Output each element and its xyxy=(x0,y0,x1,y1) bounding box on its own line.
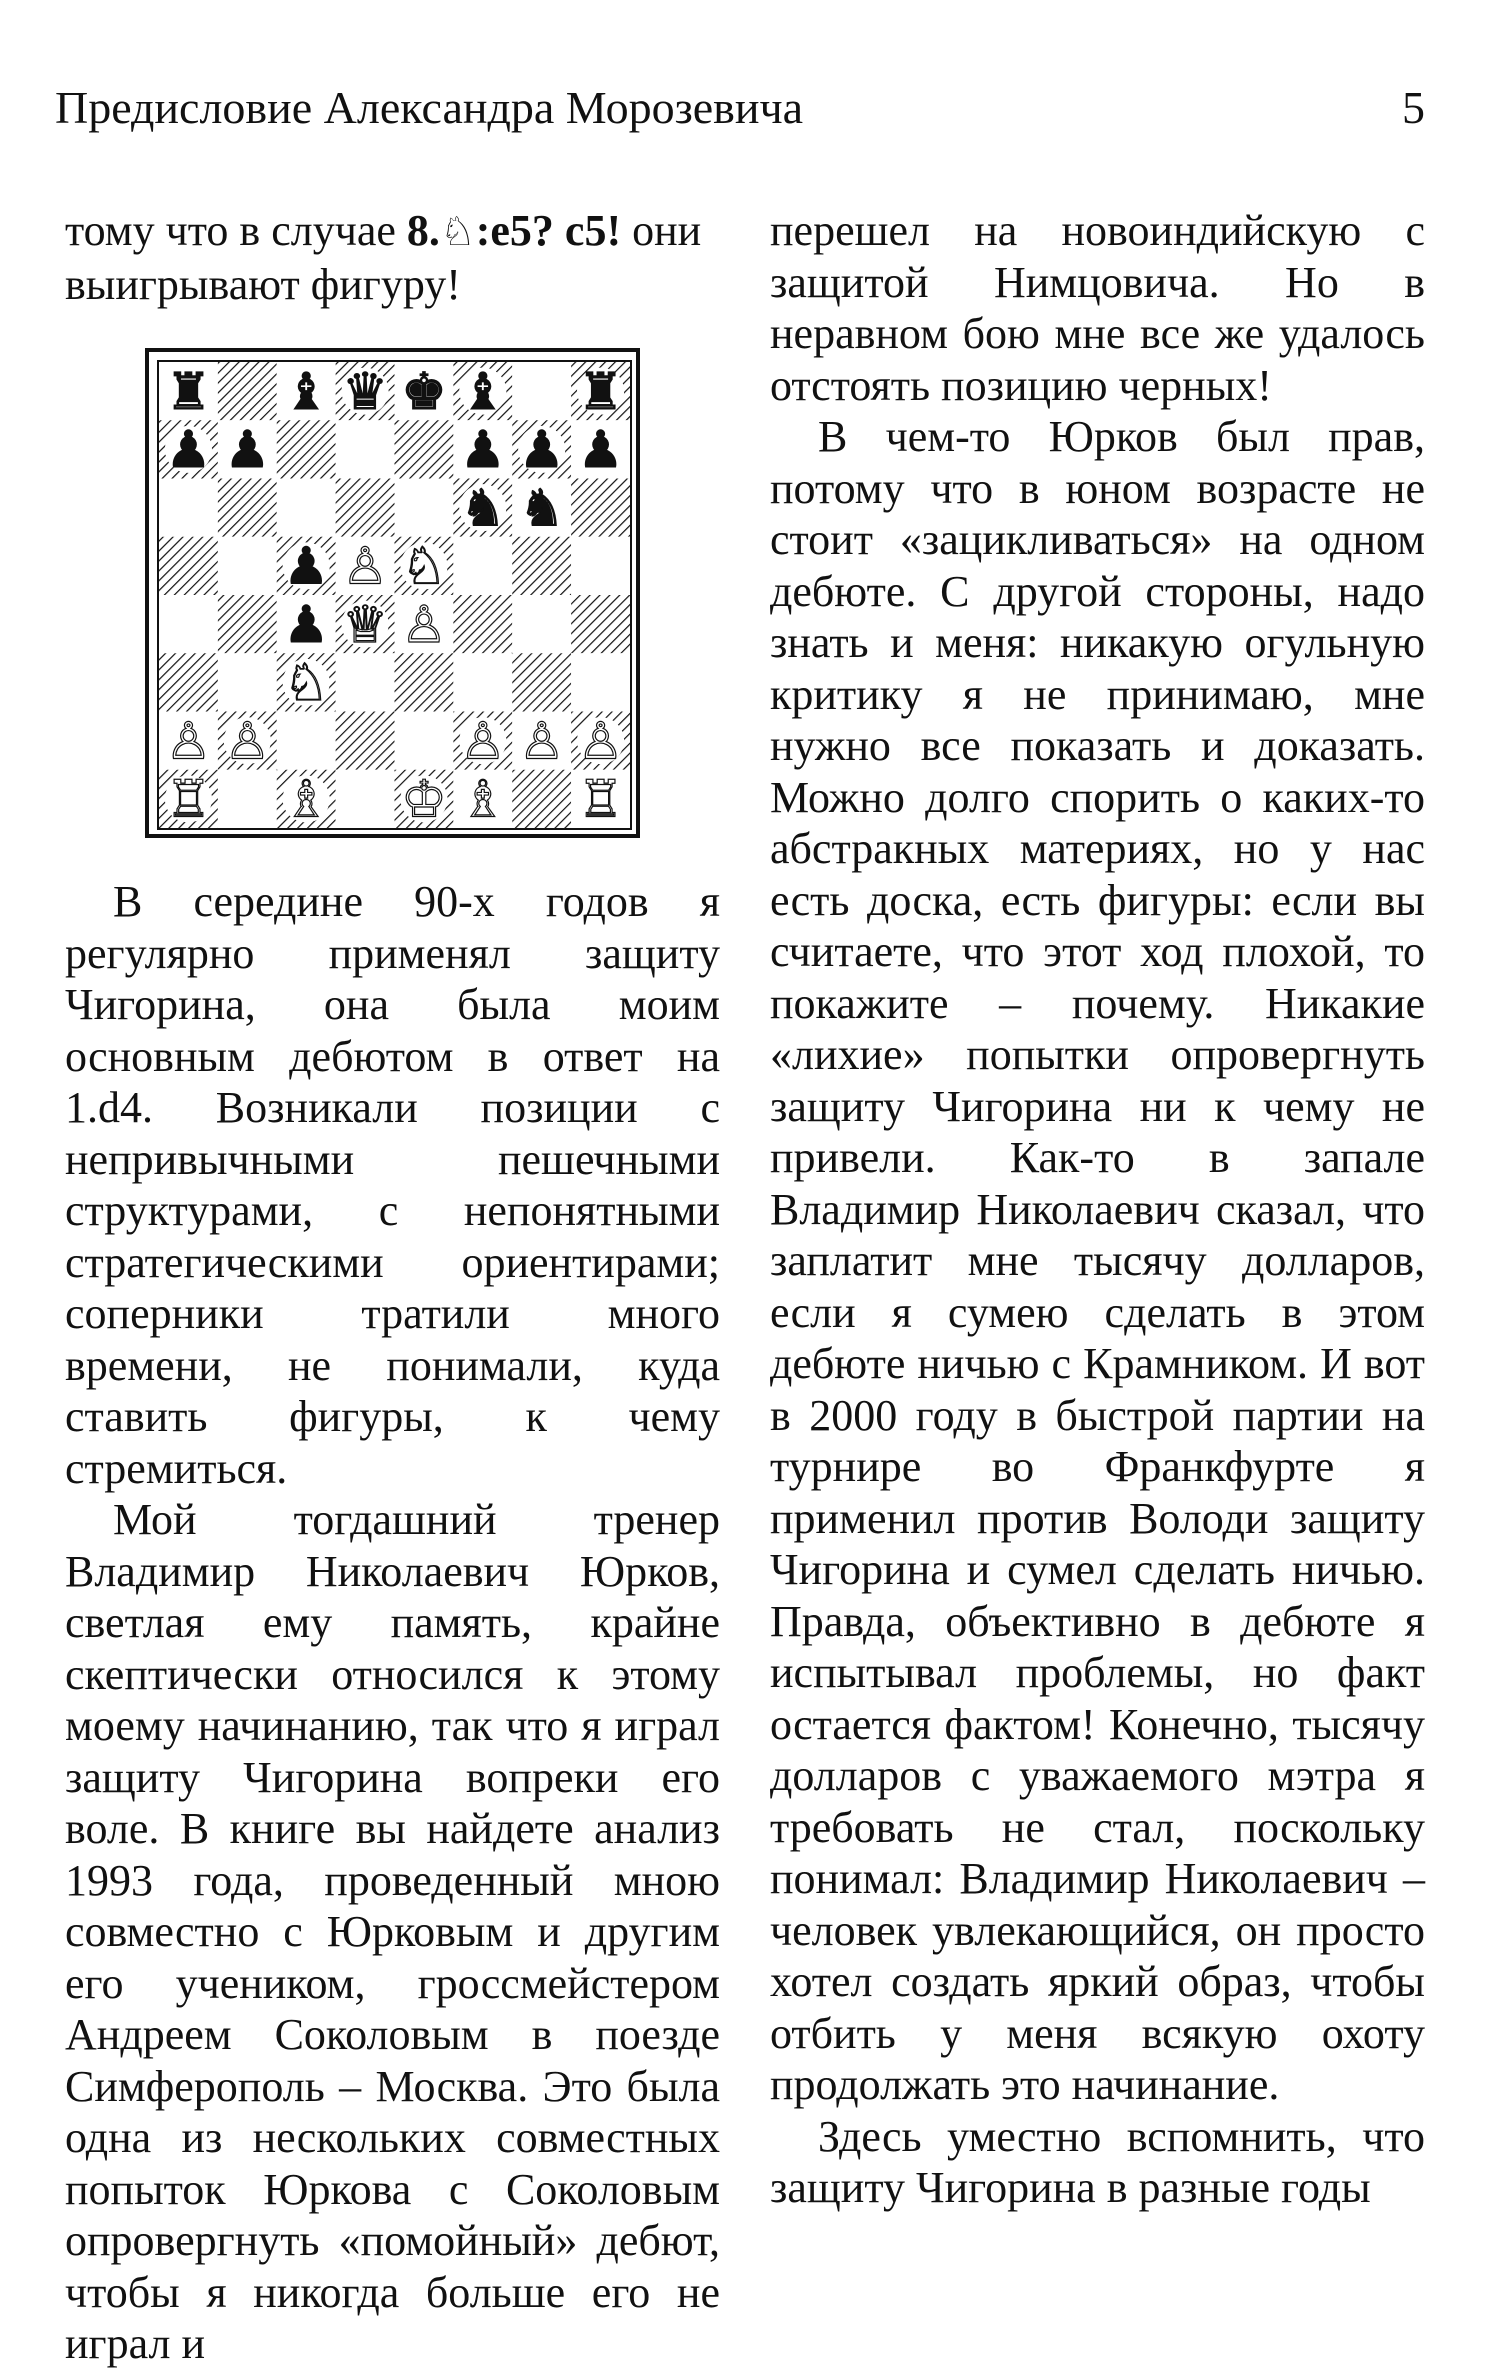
light-square xyxy=(453,653,512,711)
dark-square xyxy=(218,595,277,653)
black-queen-d8-icon: ♛ xyxy=(342,362,388,422)
right-column xyxy=(770,205,1425,2214)
black-pawn-c4-icon: ♟ xyxy=(283,595,330,655)
page-number: 5 xyxy=(1402,82,1425,133)
black-pawn-a7-icon: ♟ xyxy=(165,421,212,481)
dark-square xyxy=(159,653,218,711)
light-square xyxy=(336,653,395,711)
right-paragraph-1: перешел на новоиндийскую с защитой Нимцовича. Но в неравном бою мне все же удалось отстоять позицию черных! xyxy=(770,206,1425,410)
chess-board-svg xyxy=(159,362,630,828)
intro-move-number: 8. xyxy=(406,206,440,255)
chess-board-frame xyxy=(145,348,640,838)
light-square xyxy=(277,479,336,537)
white-bishop-f1-icon: ♗ xyxy=(459,770,506,828)
black-knight-f6-icon: ♞ xyxy=(459,479,506,539)
light-square xyxy=(453,537,512,595)
right-paragraph-3: Здесь уместно вспомнить, что защиту Чигорина в разные годы xyxy=(770,2111,1425,2212)
dark-square xyxy=(512,537,571,595)
dark-square xyxy=(159,537,218,595)
left-paragraph-1: В середине 90-х годов я регулярно применял защиту Чигорина, она была моим основным дебютом в ответ на 1.d4. Возникали позиции с непривычными пешечными структурами, с непонятными стратегическими ориентирами; соперники тратили много времени, не понимали, куда ставить фигуры, к чему стремиться. xyxy=(65,877,720,1493)
black-knight-g6-icon: ♞ xyxy=(518,479,565,539)
dark-square xyxy=(453,595,512,653)
dark-square xyxy=(218,362,277,420)
left-column xyxy=(65,205,720,2370)
light-square xyxy=(218,653,277,711)
dark-square xyxy=(336,712,395,770)
running-header xyxy=(55,78,1425,138)
black-bishop-f8-icon: ♝ xyxy=(459,362,506,422)
running-header-title: Предисловие Александра Морозевича xyxy=(55,82,804,133)
black-bishop-c8-icon: ♝ xyxy=(283,362,330,422)
light-square xyxy=(277,712,336,770)
light-square xyxy=(336,770,395,828)
white-pawn-h2-icon: ♙ xyxy=(577,712,624,772)
dark-square xyxy=(395,653,454,711)
white-pawn-e4-icon: ♙ xyxy=(401,595,447,655)
black-pawn-c5-icon: ♟ xyxy=(283,537,330,597)
light-square xyxy=(159,479,218,537)
light-square xyxy=(512,595,571,653)
dark-square xyxy=(277,420,336,478)
white-pawn-g2-icon: ♙ xyxy=(518,712,565,772)
white-pawn-d5-icon: ♙ xyxy=(342,537,388,597)
white-pawn-f2-icon: ♙ xyxy=(459,712,506,772)
black-pawn-b7-icon: ♟ xyxy=(224,421,271,481)
intro-move xyxy=(407,206,621,255)
intro-move-rest: :e5? c5! xyxy=(475,206,622,255)
light-square xyxy=(159,595,218,653)
left-paragraph-2: Мой тогдашний тренер Владимир Николаевич Юрков, светлая ему память, крайне скептически относился к этому моему начинанию, так что я играл защиту Чигорина вопреки его воле. В книге вы найдете анализ 1993 года, проведенный мною совместно с Юрковым и другим его учеником, гроссмейстером Андреем Соколовым в поезде Симферополь – Москва. Это была одна из нескольких совместных попыток Юркова с Соколовым опровергнуть «помойный» дебют, чтобы я никогда больше его не играл и xyxy=(65,1495,720,2368)
intro-text-2: они выигрывают фигуру! xyxy=(65,206,702,309)
knight-icon: ♘ xyxy=(439,209,476,255)
dark-square xyxy=(571,479,630,537)
light-square xyxy=(218,770,277,828)
black-rook-a8-icon: ♜ xyxy=(165,362,212,422)
dark-square xyxy=(218,479,277,537)
dark-square xyxy=(395,420,454,478)
white-knight-c3-icon: ♘ xyxy=(283,654,330,714)
white-bishop-c1-icon: ♗ xyxy=(283,770,330,828)
white-rook-h1-icon: ♖ xyxy=(577,770,624,828)
chess-diagram xyxy=(145,348,640,838)
dark-square xyxy=(571,595,630,653)
white-queen-d4-icon: ♕ xyxy=(342,595,388,655)
white-pawn-b2-icon: ♙ xyxy=(224,712,271,772)
black-pawn-h7-icon: ♟ xyxy=(577,421,624,481)
intro-text-1: тому что в случае xyxy=(65,206,407,255)
white-king-e1-icon: ♔ xyxy=(401,770,447,828)
black-pawn-f7-icon: ♟ xyxy=(459,421,506,481)
light-square xyxy=(571,537,630,595)
white-pawn-a2-icon: ♙ xyxy=(165,712,212,772)
intro-paragraph xyxy=(65,205,720,310)
light-square xyxy=(395,712,454,770)
white-knight-e5-icon: ♘ xyxy=(401,537,447,597)
black-pawn-g7-icon: ♟ xyxy=(518,421,565,481)
dark-square xyxy=(512,770,571,828)
light-square xyxy=(512,362,571,420)
white-rook-a1-icon: ♖ xyxy=(165,770,212,828)
chess-board xyxy=(157,360,632,830)
light-square xyxy=(218,537,277,595)
black-rook-h8-icon: ♜ xyxy=(577,362,624,422)
light-square xyxy=(336,420,395,478)
black-king-e8-icon: ♚ xyxy=(401,362,447,422)
light-square xyxy=(395,479,454,537)
right-paragraph-2: В чем-то Юрков был прав, потому что в юном возрасте не стоит «зацикливаться» на одном дебюте. С другой стороны, надо знать и меня: никакую огульную критику я не принимаю, мне нужно все показать и доказать. Можно долго спорить о каких-то абстракных материях, но у нас есть доска, есть фигуры: если вы считаете, что этот ход плохой, то покажите – почему. Никакие «лихие» попытки опровергнуть защиту Чигорина ни к чему не привели. Как-то в запале Владимир Николаевич сказал, что заплатит мне тысячу долларов, если я сумею сделать в этом дебюте ничью с Крамником. И вот в 2000 году в быстрой партии на турнире во Франкфурте я применил против Володи защиту Чигорина и сумел сделать ничью. Правда, объективно в дебюте я испытывал проблемы, но факт остается фактом! Конечно, тысячу долларов с уважаемого мэтра я требовать не стал, поскольку понимал: Владимир Николаевич – человек увлекающийся, он просто хотел создать яркий образ, чтобы отбить у меня всякую охоту продолжать это начинание. xyxy=(770,412,1425,2109)
light-square xyxy=(571,653,630,711)
dark-square xyxy=(512,653,571,711)
dark-square xyxy=(336,479,395,537)
